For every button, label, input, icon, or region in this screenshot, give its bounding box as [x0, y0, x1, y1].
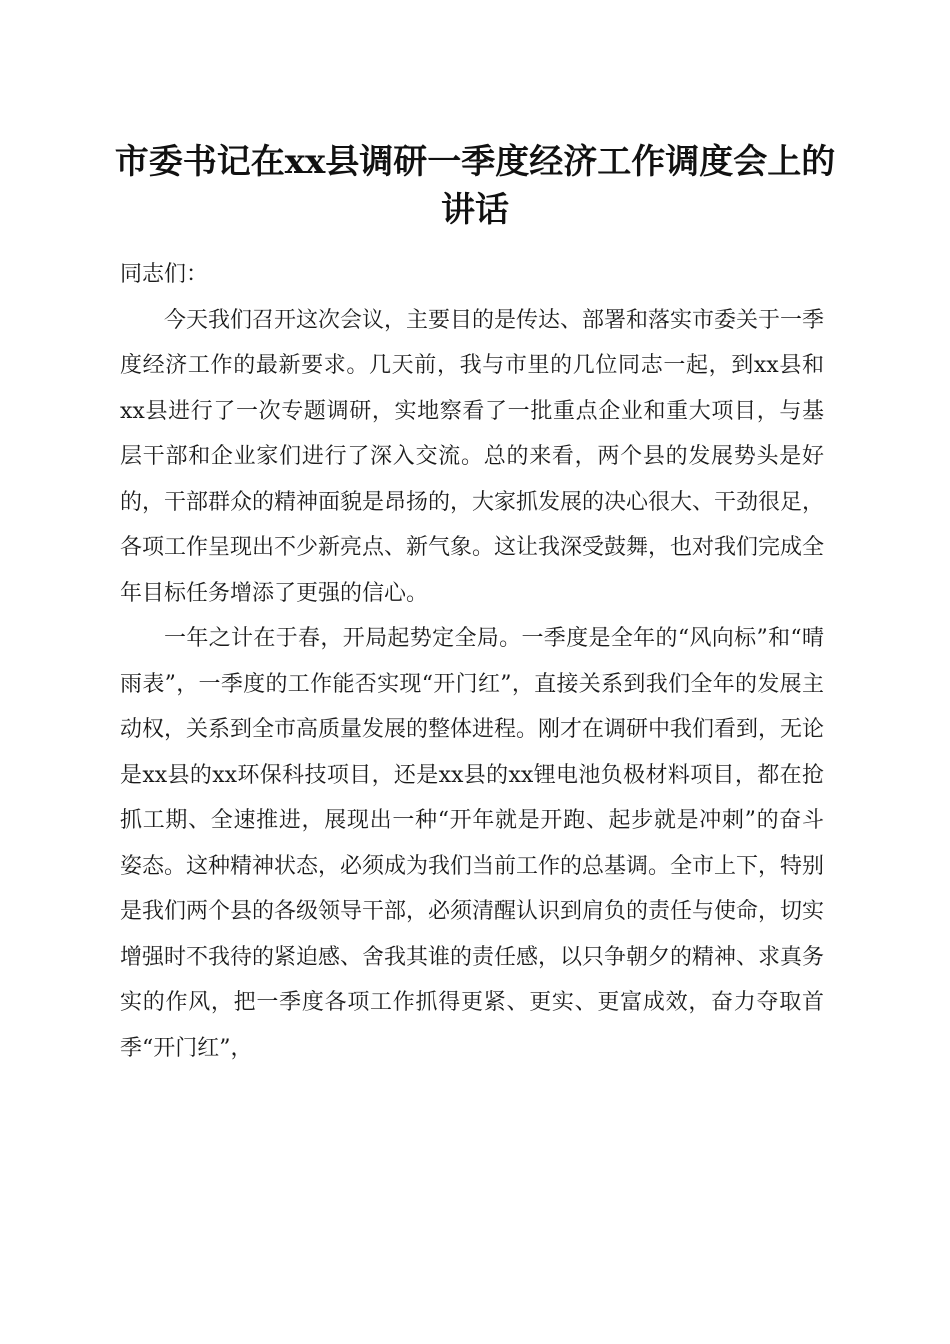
- paragraph-2: 一年之计在于春，开局起势定全局。一季度是全年的“风向标”和“晴雨表”，一季度的工作能否实现“开门红”，直接关系到我们全年的发展主动权，关系到全市高质量发展的整体进程。刚才在调研中我们看到，无论是xx县的xx环保科技项目，还是xx县的xx锂电池负极材料项目，都在抢抓工期、全速推进，展现出一种“开年就是开跑、起步就是冲刺”的奋斗姿态。这种精神状态，必须成为我们当前工作的总基调。全市上下，特别是我们两个县的各级领导干部，必须清醒认识到肩负的责任与使命，切实增强时不我待的紧迫感、舍我其谁的责任感，以只争朝夕的精神、求真务实的作风，把一季度各项工作抓得更紧、更实、更富成效，奋力夺取首季“开门红”，: [120, 626, 825, 1061]
- document-body: [120, 252, 824, 1071]
- document-title: 市委书记在xx县调研一季度经济工作调度会上的讲话: [114, 142, 836, 230]
- paragraph-1: 今天我们召开这次会议，主要目的是传达、部署和落实市委关于一季度经济工作的最新要求。几天前，我与市里的几位同志一起，到xx县和xx县进行了一次专题调研，实地察看了一批重点企业和重大项目，与基层干部和企业家们进行了深入交流。总的来看，两个县的发展势头是好的，干部群众的精神面貌是昂扬的，大家抓发展的决心很大、干劲很足，各项工作呈现出不少新亮点、新气象。这让我深受鼓舞，也对我们完成全年目标任务增添了更强的信心。: [120, 307, 825, 606]
- salutation: 同志们：: [120, 262, 209, 287]
